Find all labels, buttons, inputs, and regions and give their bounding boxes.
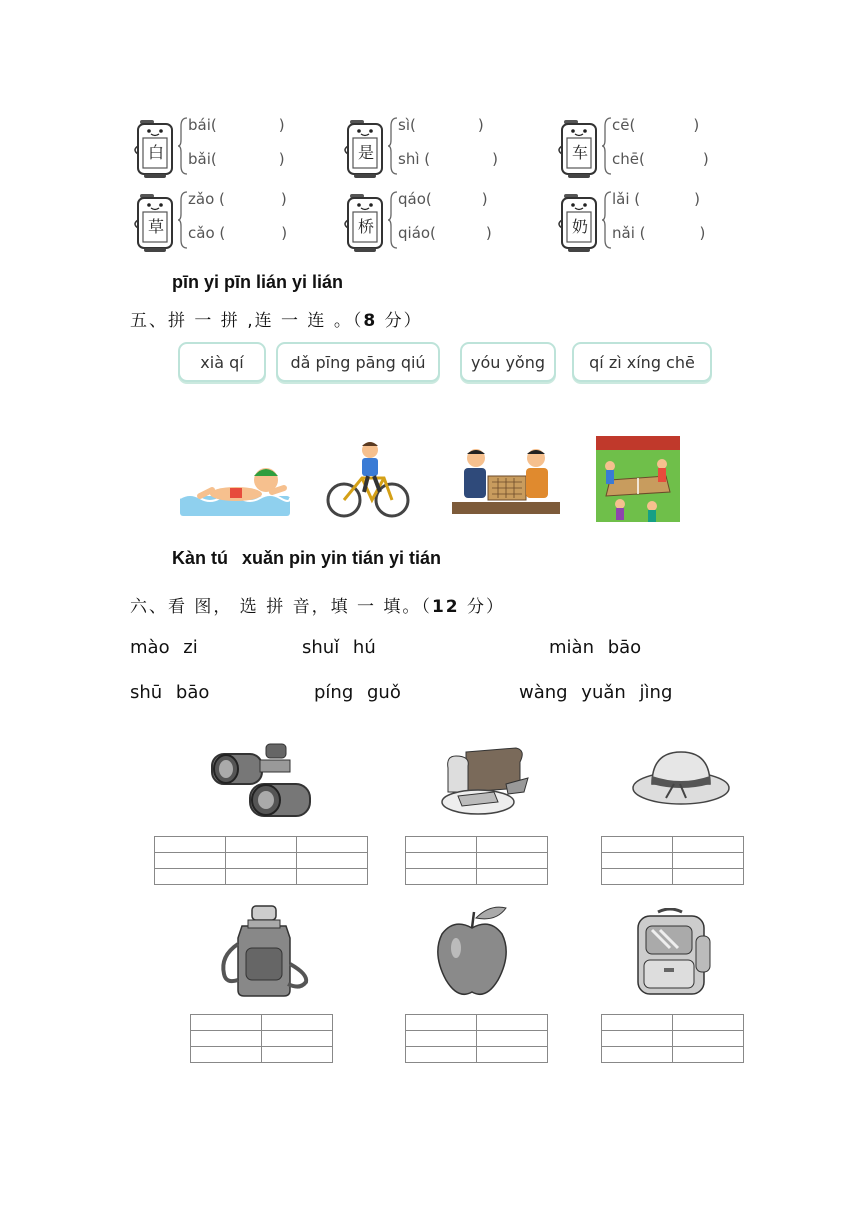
pinyin-option-top: lǎi ( ) bbox=[612, 190, 701, 208]
backpack-picture bbox=[630, 908, 712, 996]
section6-title-suffix: 分） bbox=[459, 597, 506, 617]
pinyin-option-shubao: shū bāo bbox=[130, 682, 210, 703]
section6-pinyin-hint bbox=[172, 548, 441, 569]
hanzi-char: 车 bbox=[571, 143, 588, 162]
pinyin-tag-youyong[interactable]: yóu yǒng bbox=[460, 342, 556, 382]
table-tennis-picture[interactable] bbox=[596, 436, 680, 522]
pinyin-tag-xiaqi[interactable]: xià qí bbox=[178, 342, 266, 382]
section6-title-text: 六、看 图， 选 拼 音，填 一 填。（ bbox=[130, 597, 432, 617]
answer-grid-apple[interactable] bbox=[405, 1014, 548, 1063]
pinyin-option-bottom: chē( ) bbox=[612, 150, 709, 168]
pinyin-option-bottom: bǎi( ) bbox=[188, 150, 285, 168]
hat-picture bbox=[630, 746, 732, 810]
pinyin-option-mianbao: miàn bāo bbox=[549, 637, 642, 658]
pinyin-option-top: bái( ) bbox=[188, 116, 285, 134]
section6-hint-b: xuǎn pin yin tián yi tián bbox=[242, 548, 442, 568]
pinyin-option-top: qáo( ) bbox=[398, 190, 488, 208]
hanzi-char: 白 bbox=[147, 143, 164, 162]
section6-score: 12 bbox=[431, 597, 460, 617]
brace-icon bbox=[388, 116, 398, 176]
answer-grid-bread[interactable] bbox=[405, 836, 548, 885]
pinyin-option-bottom: cǎo ( ) bbox=[188, 224, 288, 242]
answer-grid-water-bottle[interactable] bbox=[190, 1014, 333, 1063]
pinyin-option-top: sì( ) bbox=[398, 116, 484, 134]
section6-title bbox=[130, 592, 505, 617]
polyphone-card-1 bbox=[132, 114, 332, 178]
pinyin-option-bottom: nǎi ( ) bbox=[612, 224, 706, 242]
pinyin-option-top: cē( ) bbox=[612, 116, 700, 134]
section5-title-suffix: 分） bbox=[377, 311, 423, 331]
brace-icon bbox=[602, 190, 612, 250]
brace-icon bbox=[178, 116, 188, 176]
pinyin-option-top: zǎo ( ) bbox=[188, 190, 287, 208]
brace-icon bbox=[178, 190, 188, 250]
polyphone-card-3 bbox=[556, 114, 756, 178]
answer-grid-hat[interactable] bbox=[601, 836, 744, 885]
water-bottle-picture bbox=[214, 904, 314, 998]
bread-picture bbox=[442, 748, 528, 814]
hanzi-char: 奶 bbox=[571, 217, 588, 236]
brace-icon bbox=[602, 116, 612, 176]
pinyin-option-bottom: shì ( ) bbox=[398, 150, 498, 168]
pinyin-option-bottom: qiáo( ) bbox=[398, 224, 492, 242]
chess-picture[interactable] bbox=[452, 446, 560, 520]
pinyin-option-pingguo: píng guǒ bbox=[314, 682, 401, 703]
section5-title-text: 五、拼 一 拼 ,连 一 连 。（ bbox=[130, 311, 364, 331]
swimming-picture[interactable] bbox=[180, 446, 290, 522]
polyphone-card-5 bbox=[342, 188, 542, 252]
hanzi-char: 桥 bbox=[357, 217, 374, 236]
pinyin-tag-dapingpangqiu[interactable]: dǎ pīng pāng qiú bbox=[276, 342, 440, 382]
answer-grid-backpack[interactable] bbox=[601, 1014, 744, 1063]
brace-icon bbox=[388, 190, 398, 250]
polyphone-card-6 bbox=[556, 188, 756, 252]
polyphone-card-2 bbox=[342, 114, 542, 178]
apple-picture bbox=[434, 904, 510, 1000]
answer-grid-binoculars[interactable] bbox=[154, 836, 368, 885]
pinyin-option-wangyuanjing: wàng yuǎn jìng bbox=[519, 682, 673, 703]
polyphone-card-4 bbox=[132, 188, 332, 252]
pinyin-tag-qizixingche[interactable]: qí zì xíng chē bbox=[572, 342, 712, 382]
section5-score: 8 bbox=[363, 311, 378, 331]
cycling-picture[interactable] bbox=[324, 438, 412, 522]
section5-title bbox=[130, 306, 423, 331]
hanzi-char: 是 bbox=[357, 143, 374, 162]
section6-hint-a: Kàn tú bbox=[172, 548, 228, 568]
hanzi-char: 草 bbox=[147, 217, 164, 236]
pinyin-option-maozi: mào zi bbox=[130, 637, 198, 658]
binoculars-picture bbox=[206, 740, 320, 824]
section5-pinyin-hint: pīn yi pīn lián yi lián bbox=[172, 272, 344, 292]
pinyin-option-shuihu: shuǐ hú bbox=[302, 637, 376, 658]
